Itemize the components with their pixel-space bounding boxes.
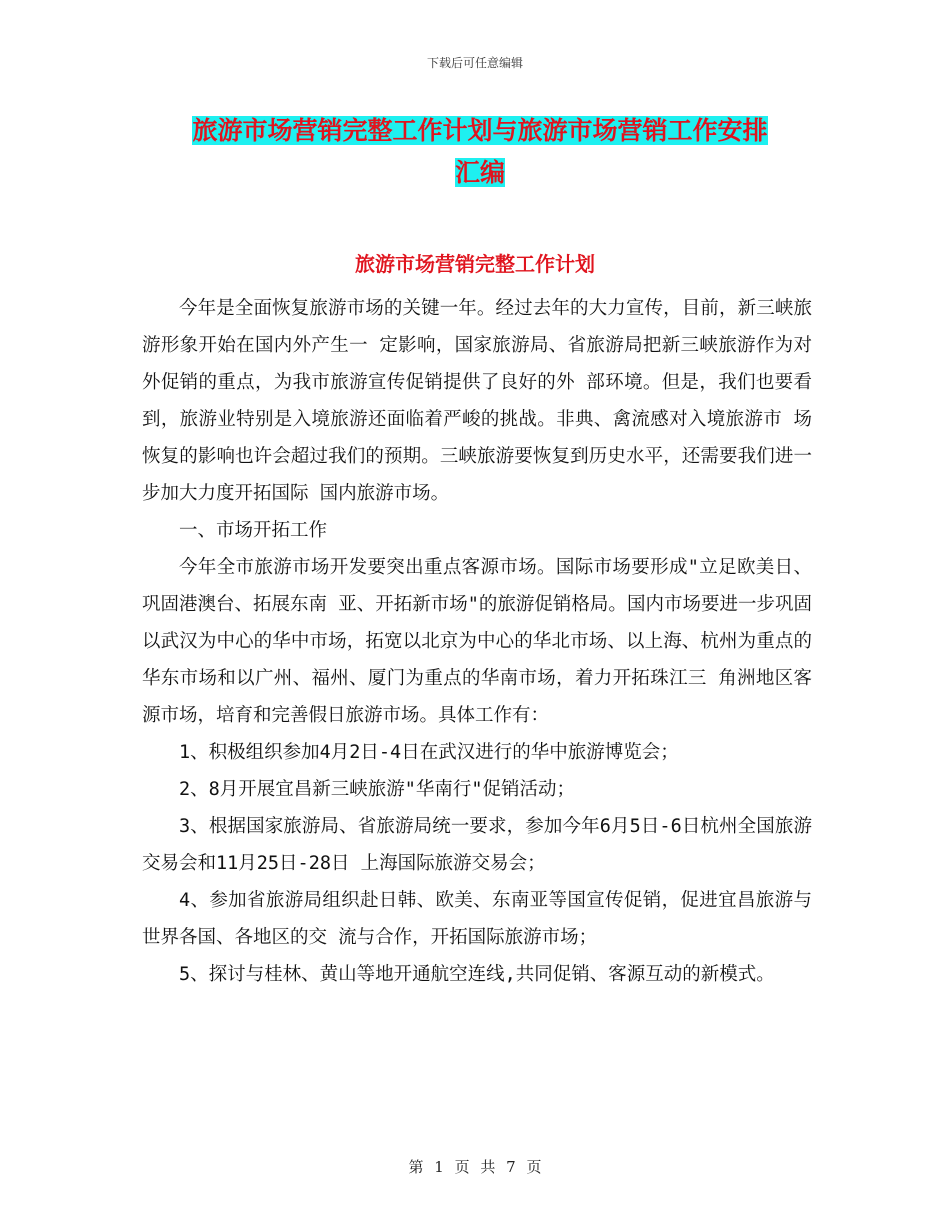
body-text: [142, 290, 812, 993]
paragraph: 5、探讨与桂林、黄山等地开通航空连线,共同促销、客源互动的新模式。: [179, 964, 775, 985]
document-title-line2: 汇编: [454, 158, 505, 187]
paragraph: 2、8月开展宜昌新三峡旅游"华南行"促销活动；: [179, 779, 576, 800]
paragraph: 一、市场开拓工作: [179, 520, 328, 541]
page-footer: 第 1 页 共 7 页: [408, 1158, 542, 1176]
paragraph: 今年是全面恢复旅游市场的关键一年。经过去年的大力宣传，目前，新三峡旅游形象开始在国内外产生一 定影响，国家旅游局、省旅游局把新三峡旅游作为对外促销的重点，为我市旅游宣传促销提供了良好的外 部环境。但是，我们也要看到，旅游业特别是入境旅游还面临着严峻的挑战。非典、禽流感对入境旅游市 场恢复的影响也许会超过我们的预期。三峡旅游要恢复到历史水平，还需要我们进一步加大力度开拓国际 国内旅游市场。: [142, 298, 812, 504]
paragraph: 4、参加省旅游局组织赴日韩、欧美、东南亚等国宣传促销，促进宜昌旅游与世界各国、各地区的交 流与合作，开拓国际旅游市场；: [142, 890, 812, 948]
section-title: 旅游市场营销完整工作计划: [355, 252, 595, 276]
paragraph: 1、积极组织参加4月2日-4日在武汉进行的华中旅游博览会；: [179, 742, 679, 763]
paragraph: 今年全市旅游市场开发要突出重点客源市场。国际市场要形成"立足欧美日、巩固港澳台、拓展东南 亚、开拓新市场"的旅游促销格局。国内市场要进一步巩固以武汉为中心的华中市场，拓宽以北京为中心的华北市场、以上海、杭州为重点的华东市场和以广州、福州、厦门为重点的华南市场，着力开拓珠江三 角洲地区客源市场，培育和完善假日旅游市场。具体工作有：: [142, 557, 812, 726]
document-title-line1: 旅游市场营销完整工作计划与旅游市场营销工作安排: [192, 116, 768, 145]
header-note: 下载后可任意编辑: [426, 56, 523, 70]
document-title: [140, 110, 820, 194]
paragraph: 3、根据国家旅游局、省旅游局统一要求，参加今年6月5日-6日杭州全国旅游交易会和11月25日-28日 上海国际旅游交易会；: [142, 816, 812, 874]
